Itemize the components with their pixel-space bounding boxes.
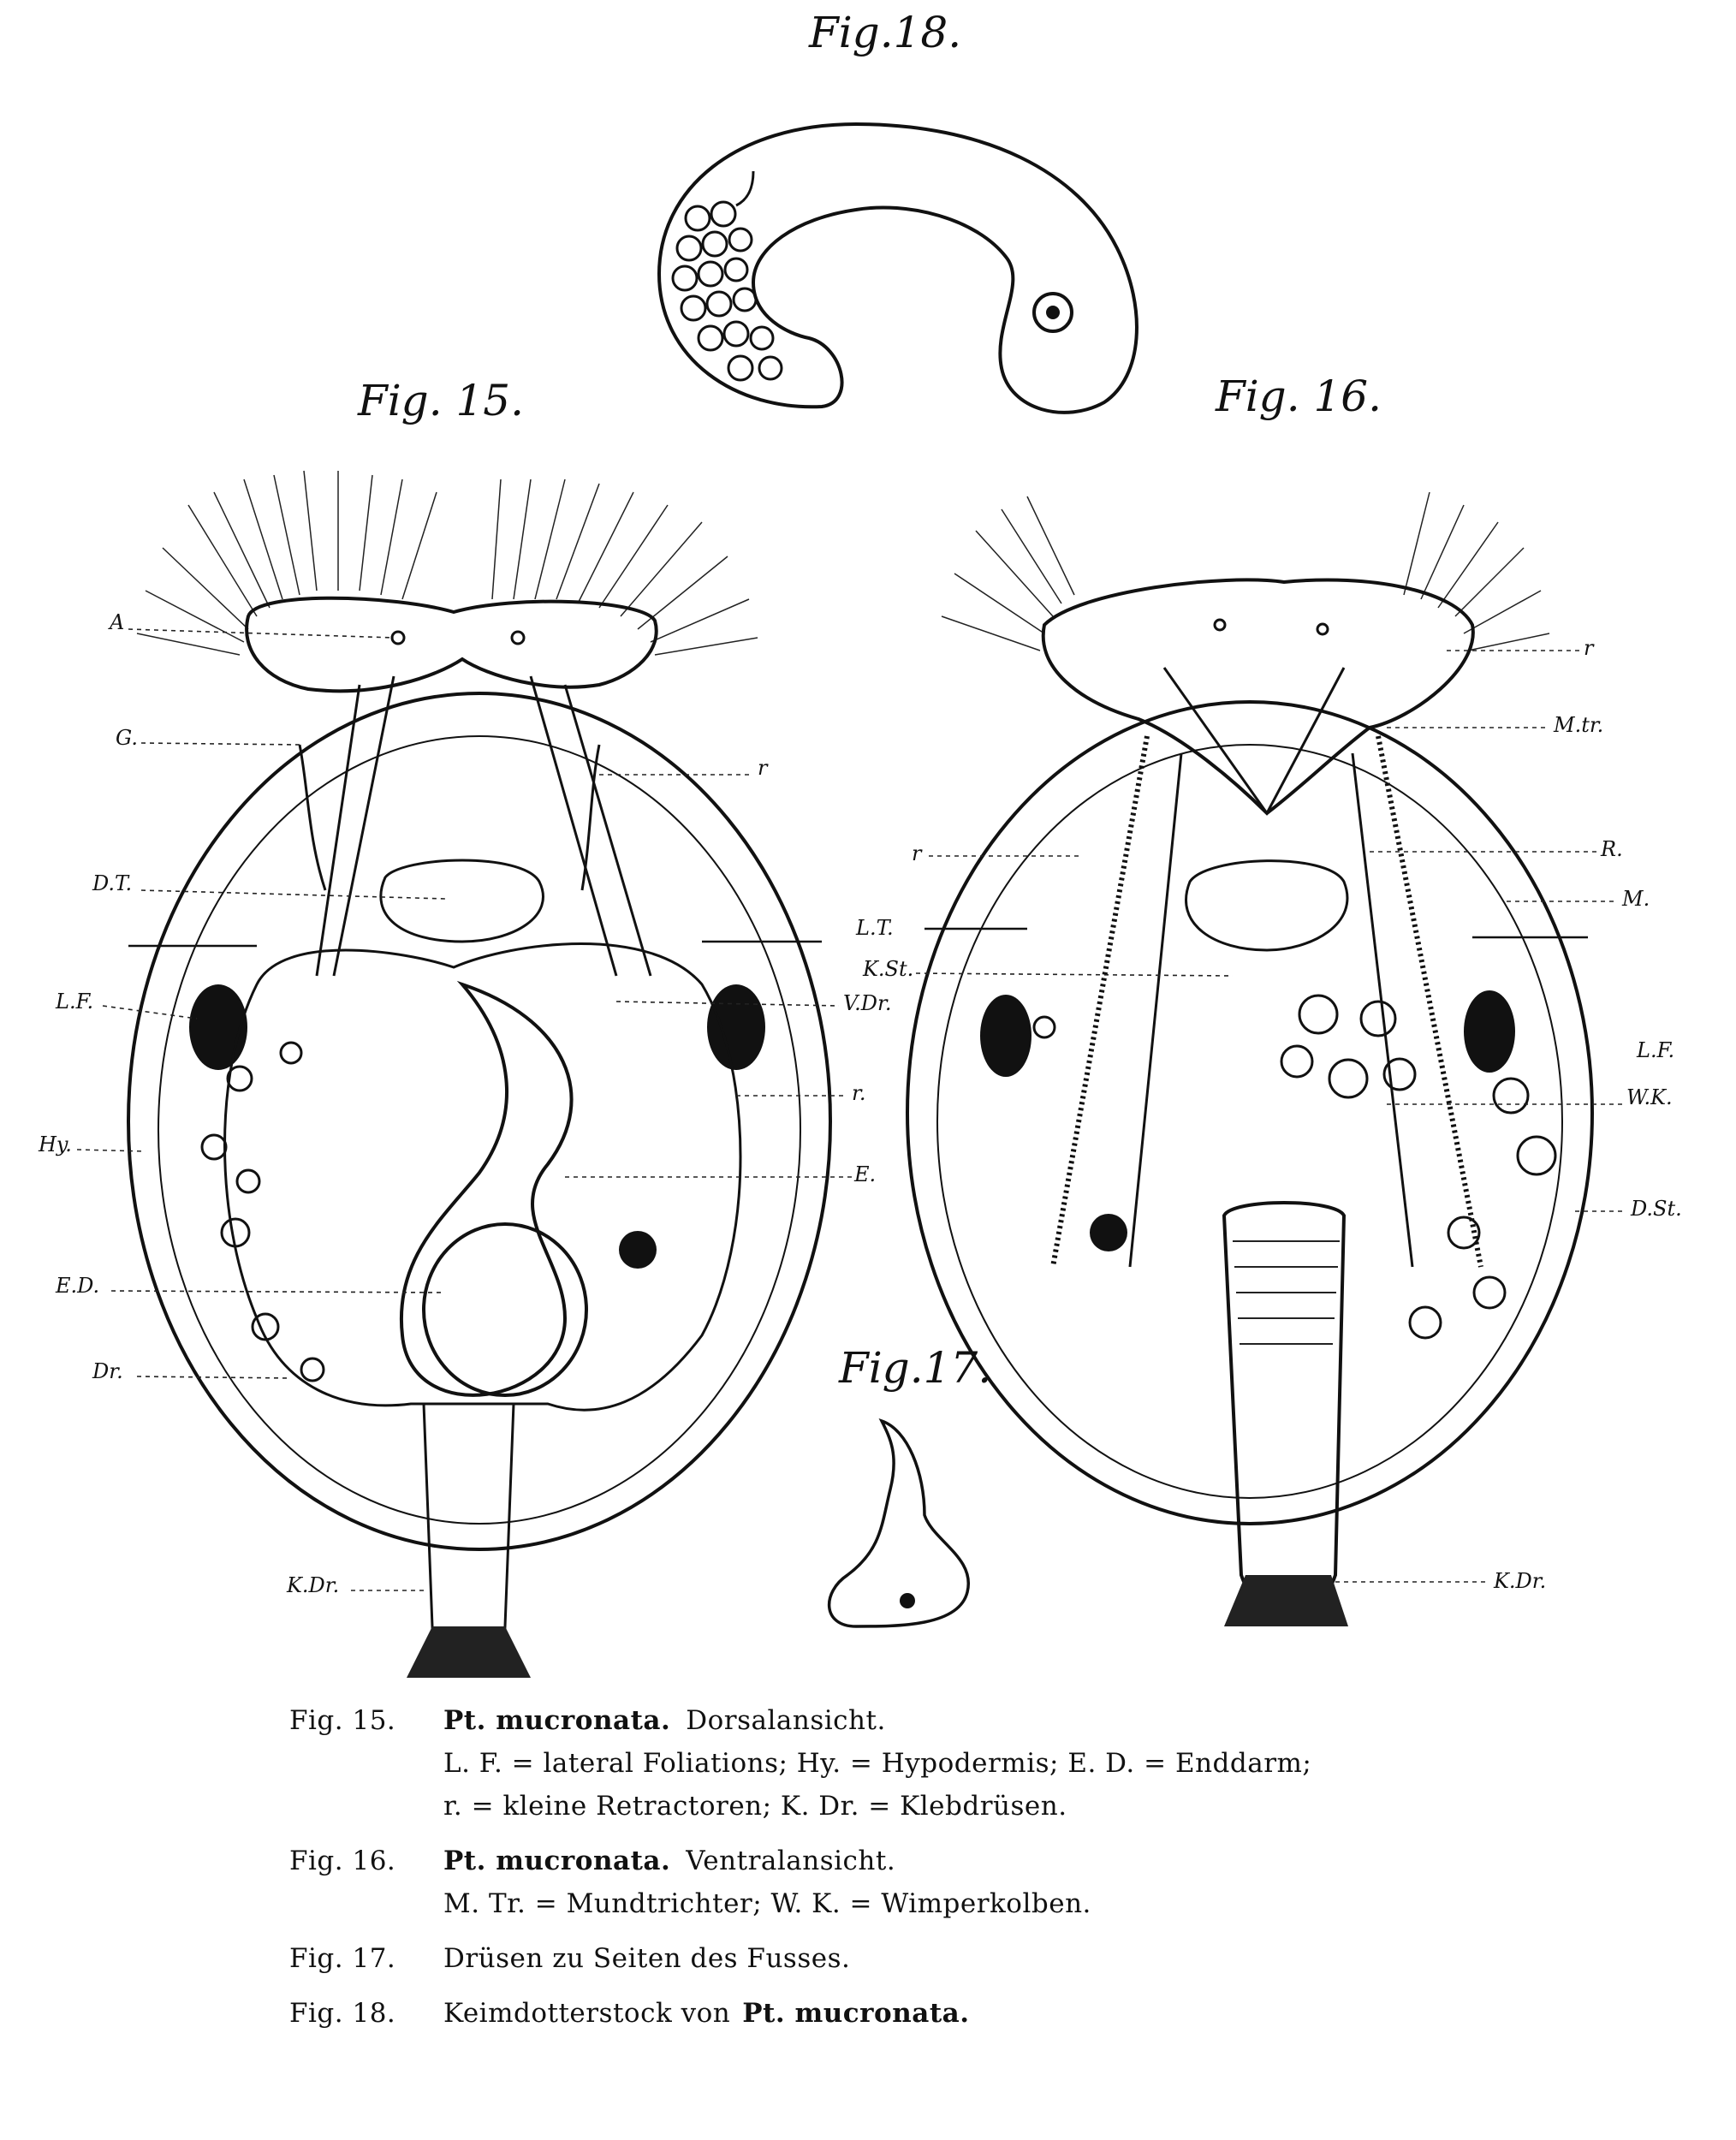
- fig15-label-ED: E.D.: [56, 1274, 100, 1298]
- fig15-drawing: [128, 471, 830, 1678]
- fig16-drawing: [907, 492, 1592, 1626]
- fig16-label-r-top: r: [1584, 636, 1594, 660]
- caption-line: M. Tr. = Mundtrichter; W. K. = Wimperkolben.: [443, 1888, 1091, 1919]
- caption-text: Drüsen zu Seiten des Fusses.: [443, 1943, 851, 1974]
- caption-number: Fig. 15.: [289, 1705, 396, 1736]
- figure-captions: [289, 1699, 1693, 2047]
- fig17-drawing: [829, 1421, 969, 1626]
- fig15-label-A: A: [110, 610, 125, 634]
- caption-fig17: [289, 1937, 1693, 1980]
- fig16-label-KSt: K.St.: [863, 957, 914, 981]
- fig16-labels: [862, 636, 1682, 1593]
- fig15-labels: [38, 610, 894, 1597]
- fig16-label-KDr: K.Dr.: [1494, 1569, 1547, 1593]
- caption-fig16: [289, 1840, 1693, 1925]
- fig16-label-Mtr: M.tr.: [1554, 713, 1604, 737]
- fig16-label-r-left: r: [912, 841, 922, 865]
- caption-number: Fig. 18.: [289, 1998, 396, 2029]
- fig18-label: Fig.18.: [809, 8, 962, 57]
- fig16-label-WK: W.K.: [1626, 1085, 1673, 1109]
- caption-species: Pt. mucronata.: [443, 1705, 671, 1736]
- fig16-label-M: M.: [1622, 887, 1650, 911]
- caption-line: r. = kleine Retractoren; K. Dr. = Klebdrüsen.: [443, 1791, 1067, 1822]
- caption-view: Dorsalansicht.: [686, 1705, 886, 1736]
- fig16-label: Fig. 16.: [1216, 372, 1382, 421]
- fig15-label-VDr: V.Dr.: [843, 991, 892, 1015]
- fig15-label-LT: L.T.: [856, 916, 894, 940]
- fig15-label-G: G.: [116, 726, 138, 750]
- fig16-label-LF: L.F.: [1637, 1038, 1675, 1062]
- caption-text: Keimdotterstock von: [443, 1998, 731, 2029]
- caption-number: Fig. 17.: [289, 1943, 396, 1974]
- caption-view: Ventralansicht.: [686, 1846, 896, 1876]
- caption-fig15: [289, 1699, 1693, 1828]
- fig15-label-r-top: r: [758, 756, 768, 780]
- fig15-label: Fig. 15.: [358, 376, 524, 425]
- caption-number: Fig. 16.: [289, 1846, 396, 1876]
- caption-species: Pt. mucronata.: [742, 1998, 970, 2029]
- caption-fig18: [289, 1992, 1693, 2035]
- fig17-label: Fig.17.: [839, 1343, 992, 1393]
- fig18-drawing: [659, 124, 1137, 413]
- fig16-label-R: R.: [1601, 837, 1623, 861]
- caption-line: L. F. = lateral Foliations; Hy. = Hypodermis; E. D. = Enddarm;: [443, 1748, 1312, 1779]
- fig15-label-E: E.: [854, 1162, 877, 1186]
- fig15-label-DT: D.T.: [92, 871, 133, 895]
- fig15-label-KDr: K.Dr.: [287, 1573, 340, 1597]
- fig15-label-Hy: Hy.: [39, 1132, 72, 1156]
- caption-species: Pt. mucronata.: [443, 1846, 671, 1876]
- fig15-label-r-mid: r.: [852, 1081, 866, 1105]
- fig15-label-Dr: Dr.: [92, 1359, 123, 1383]
- fig15-label-LF: L.F.: [56, 990, 94, 1014]
- fig16-label-DSt: D.St.: [1631, 1197, 1682, 1221]
